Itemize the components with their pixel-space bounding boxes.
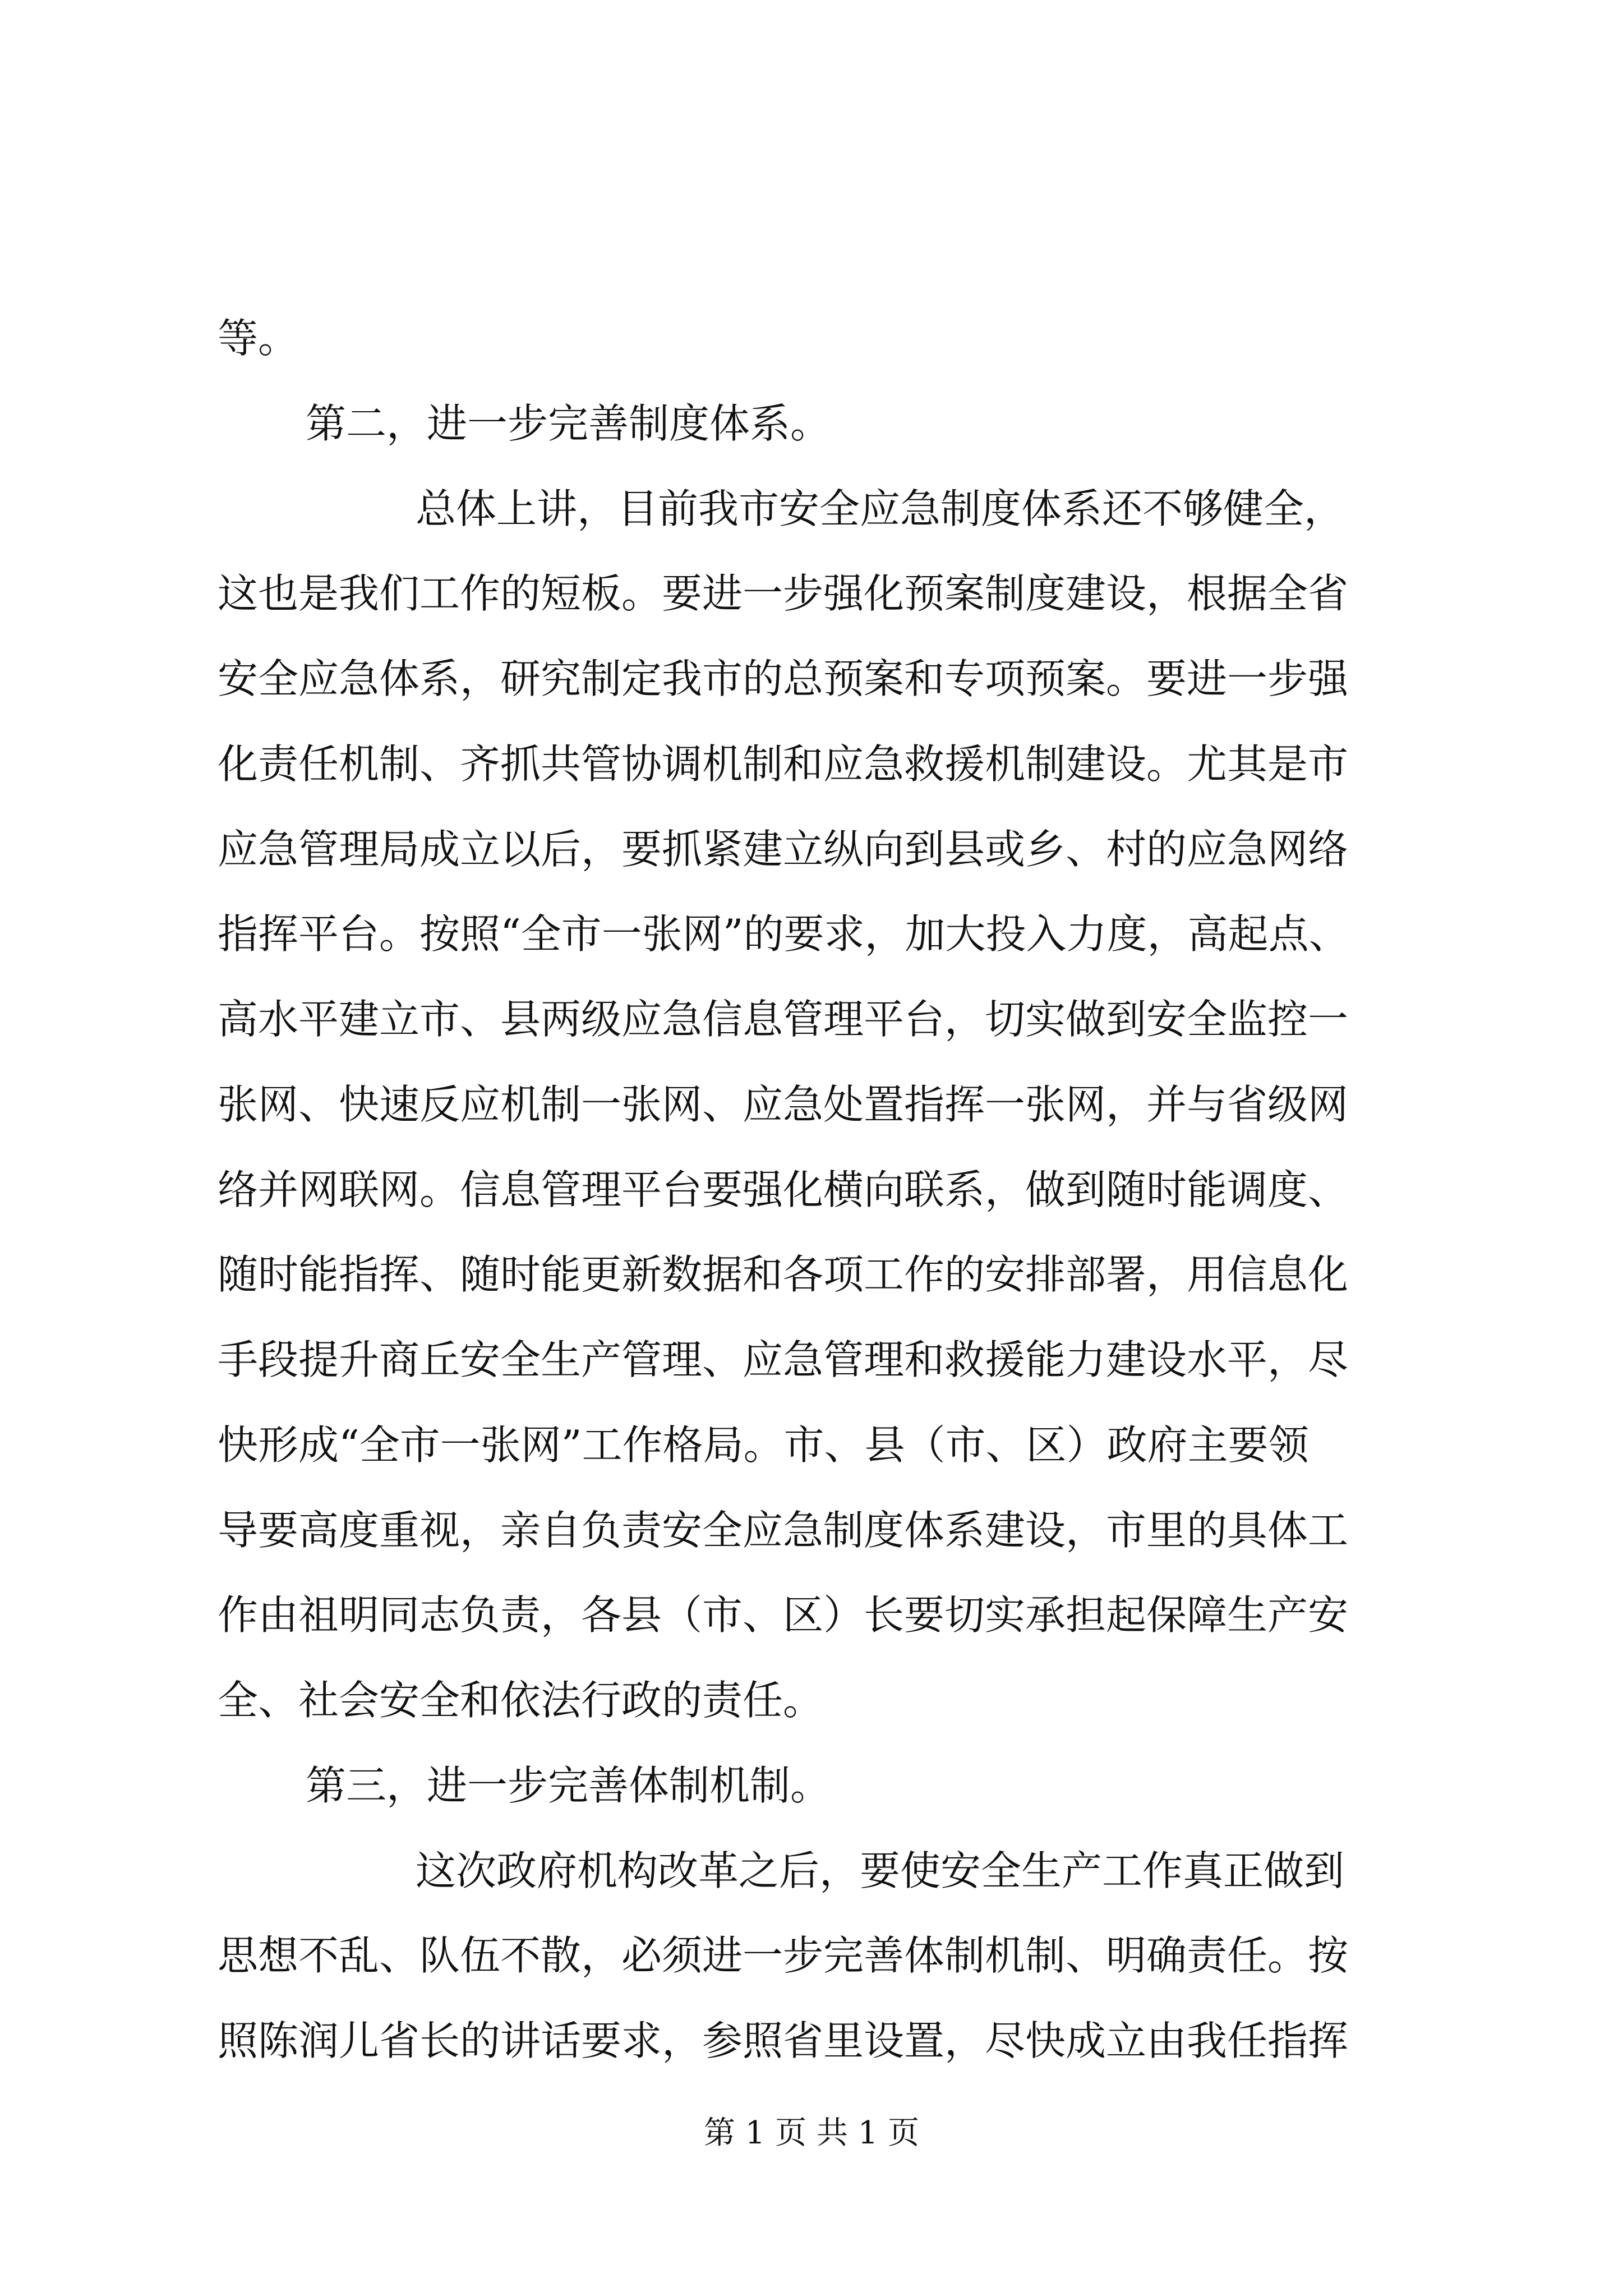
text-line: 快形成“全市一张网”工作格局。市、县（市、区）政府主要领 bbox=[218, 1421, 1309, 1469]
section-heading: 第二，进一步完善制度体系。 bbox=[306, 400, 831, 447]
text-line: 络并网联网。信息管理平台要强化横向联系，做到随时能调度、 bbox=[218, 1166, 1349, 1213]
text-line: 作由祖明同志负责，各县（市、区）长要切实承担起保障生产安 bbox=[218, 1591, 1349, 1639]
text-line: 手段提升商丘安全生产管理、应急管理和救援能力建设水平，尽 bbox=[218, 1336, 1349, 1383]
page-footer: 第 1 页 共 1 页 bbox=[703, 2115, 920, 2151]
text-line: 全、社会安全和依法行政的责任。 bbox=[218, 1677, 824, 1724]
text-line: 等。 bbox=[218, 315, 299, 362]
section-heading: 第三，进一步完善体制机制。 bbox=[306, 1762, 831, 1809]
text-line: 思想不乱、队伍不散，必须进一步完善体制机制、明确责任。按 bbox=[218, 1932, 1349, 1979]
text-line: 照陈润儿省长的讲话要求，参照省里设置，尽快成立由我任指挥 bbox=[218, 2017, 1349, 2064]
text-line: 高水平建立市、县两级应急信息管理平台，切实做到安全监控一 bbox=[218, 996, 1349, 1043]
text-line: 安全应急体系，研究制定我市的总预案和专项预案。要进一步强 bbox=[218, 655, 1349, 702]
paragraph-first-line: 这次政府机构改革之后，要使安全生产工作真正做到 bbox=[416, 1847, 1345, 1894]
text-line: 这也是我们工作的短板。要进一步强化预案制度建设，根据全省 bbox=[218, 570, 1349, 617]
text-line: 应急管理局成立以后，要抓紧建立纵向到县或乡、村的应急网络 bbox=[218, 826, 1349, 873]
text-line: 化责任机制、齐抓共管协调机制和应急救援机制建设。尤其是市 bbox=[218, 740, 1349, 788]
text-line: 导要高度重视，亲自负责安全应急制度体系建设，市里的具体工 bbox=[218, 1507, 1349, 1554]
text-line: 张网、快速反应机制一张网、应急处置指挥一张网，并与省级网 bbox=[218, 1081, 1349, 1128]
text-line: 随时能指挥、随时能更新数据和各项工作的安排部署，用信息化 bbox=[218, 1251, 1349, 1298]
text-line: 指挥平台。按照“全市一张网”的要求，加大投入力度，高起点、 bbox=[218, 910, 1349, 958]
paragraph-first-line: 总体上讲，目前我市安全应急制度体系还不够健全， bbox=[416, 485, 1345, 532]
